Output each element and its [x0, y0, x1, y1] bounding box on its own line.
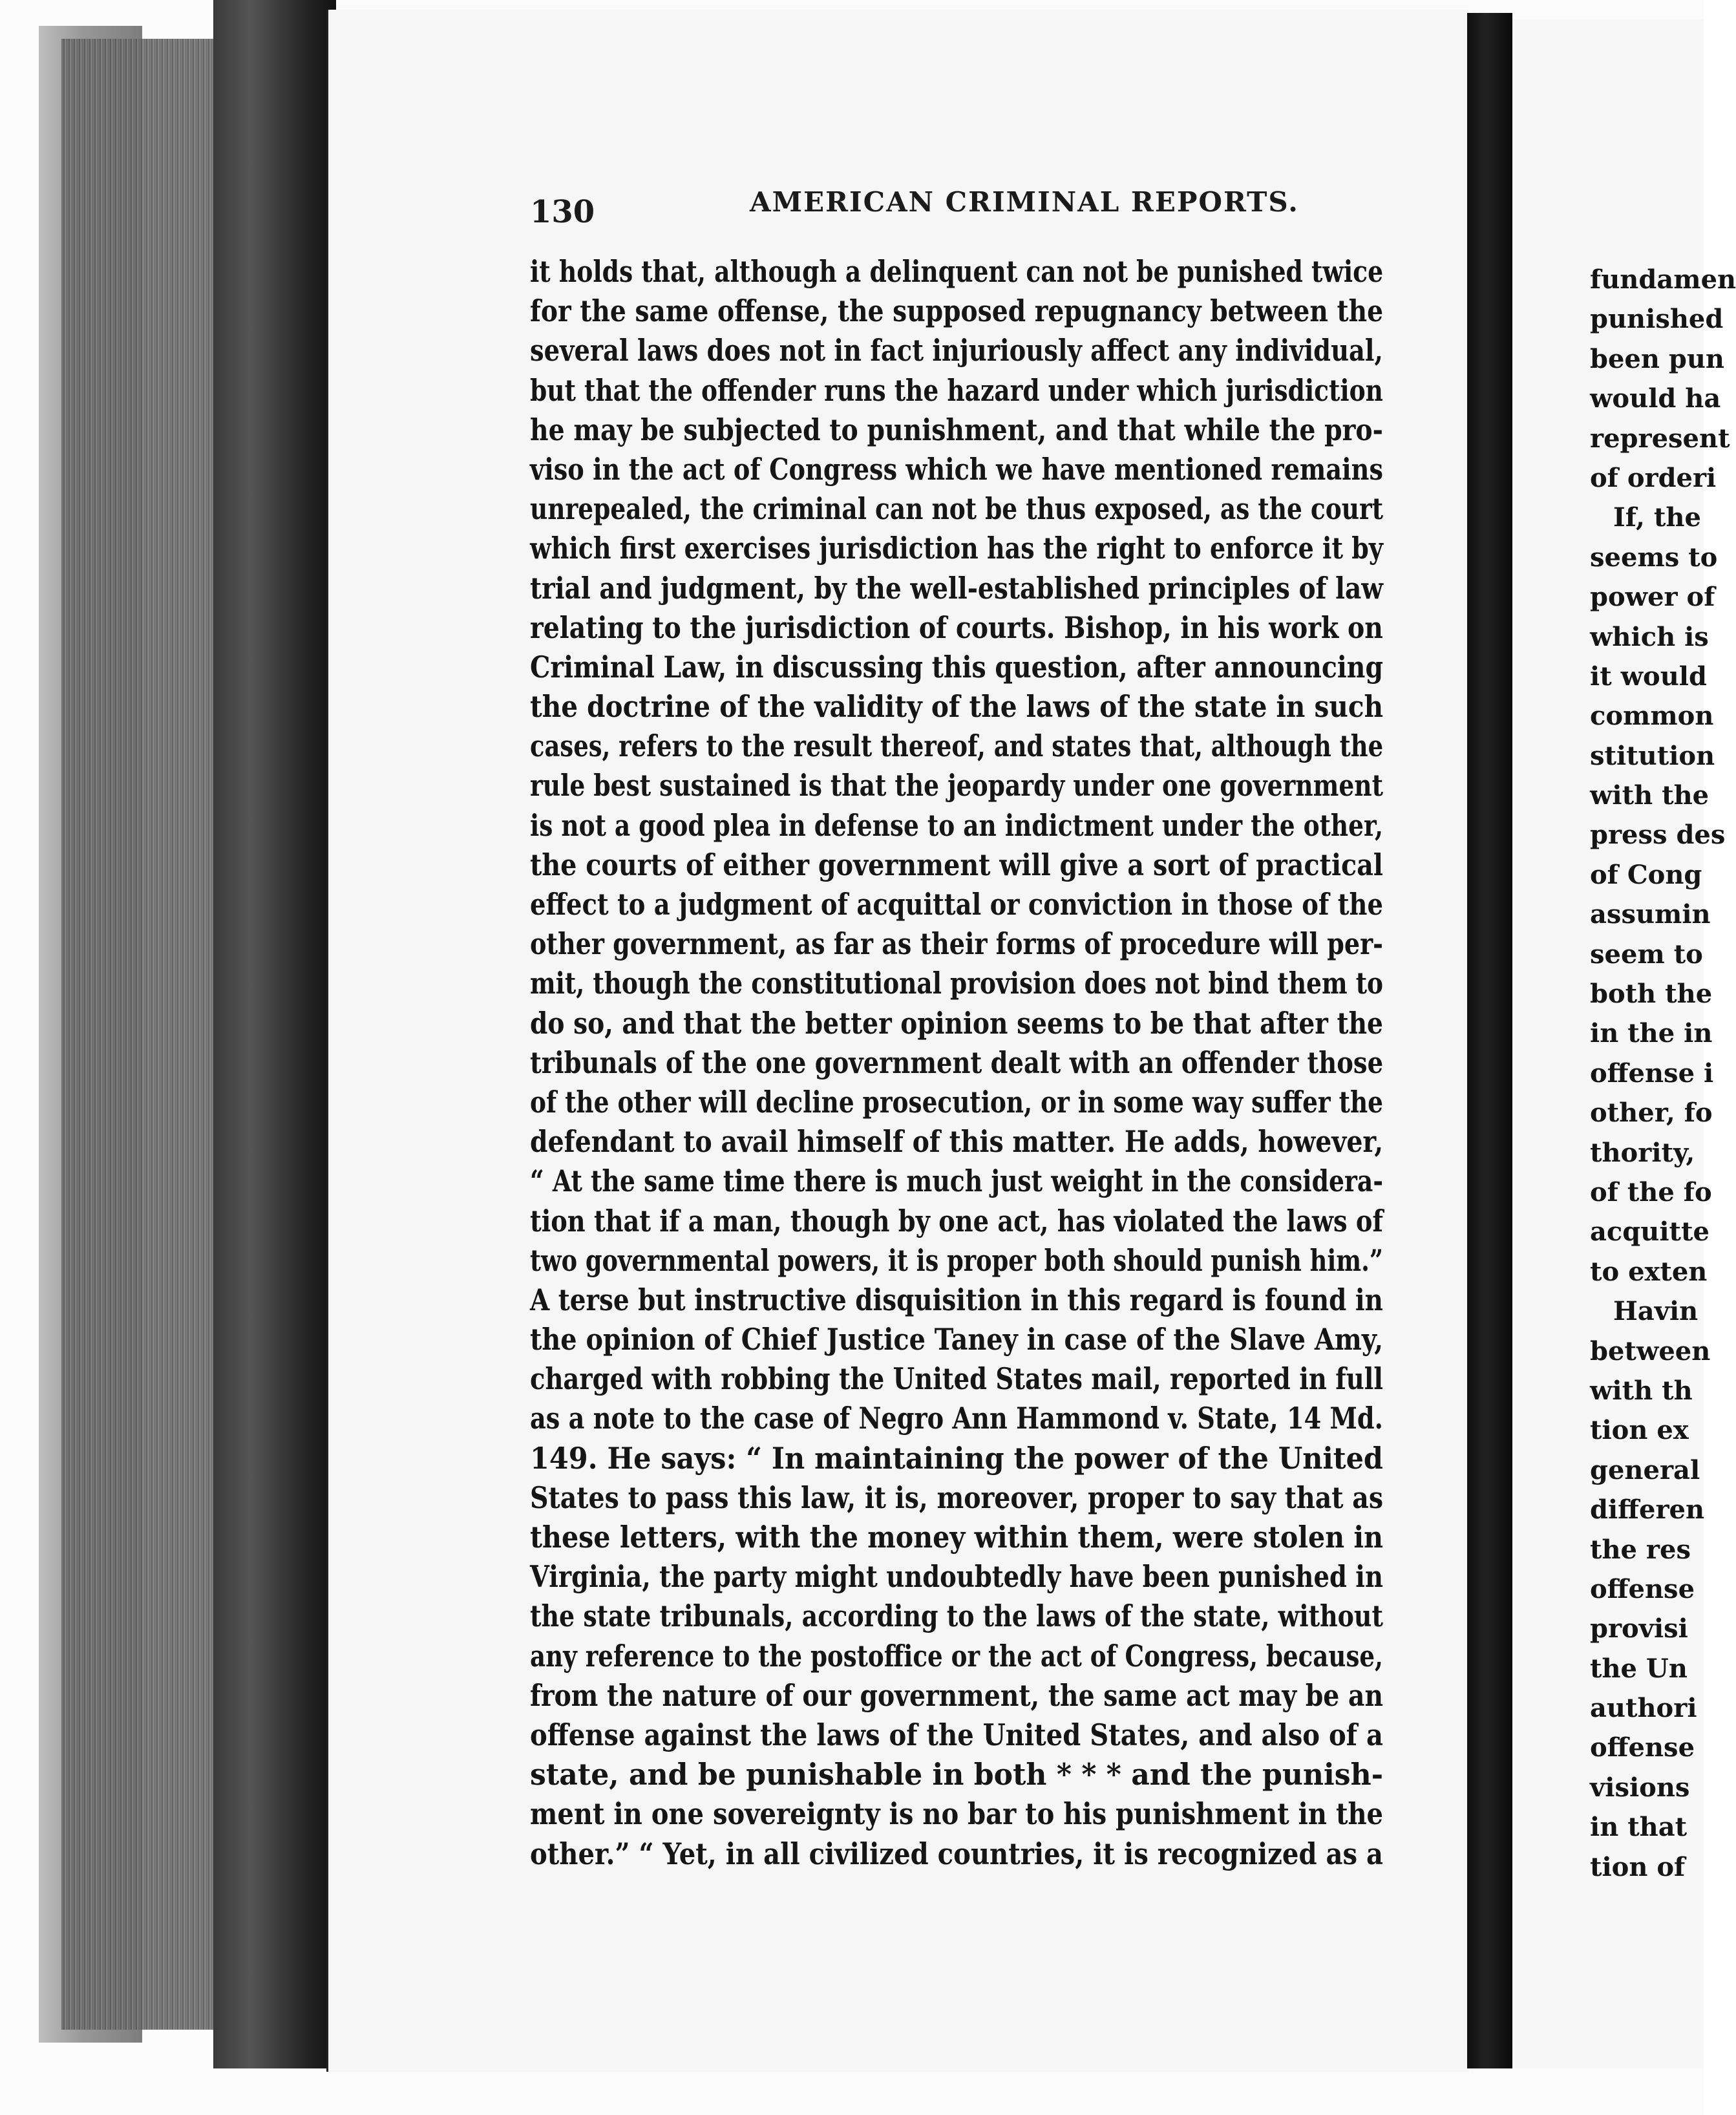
- right-page-line: which is: [1590, 621, 1709, 652]
- text-line: [530, 1043, 1383, 1083]
- text-line-content: other.” “ Yet, in all civilized countries, it is recognized as a: [530, 1836, 1384, 1871]
- right-page-line: fundamen: [1590, 264, 1736, 295]
- text-line-content: is not a good plea in defense to an indictment under the other,: [530, 807, 1384, 843]
- text-line-content: the opinion of Chief Justice Taney in case of the Slave Amy,: [530, 1322, 1384, 1357]
- right-page-line: assumin: [1590, 899, 1711, 930]
- text-line-content: tion that if a man, though by one act, has violated the laws of: [530, 1203, 1383, 1238]
- text-line-content: A terse but instructive disquisition in this regard is found in: [530, 1282, 1383, 1317]
- text-line: [530, 1834, 1383, 1874]
- text-line-content: these letters, with the money within them, were stolen in: [530, 1520, 1384, 1555]
- body-text: [530, 252, 1383, 1874]
- text-line-content: ment in one sovereignty is no bar to his punishment in the: [530, 1796, 1384, 1832]
- right-page-line: to exten: [1590, 1256, 1708, 1287]
- right-page-line: it would: [1590, 661, 1707, 692]
- text-line: [530, 252, 1383, 292]
- text-line: [530, 1676, 1383, 1716]
- text-line: [530, 1716, 1383, 1755]
- text-line-content: two governmental powers, it is proper both should punish him.”: [530, 1242, 1384, 1278]
- right-page-line: acquitte: [1590, 1217, 1710, 1248]
- text-line: [530, 1557, 1383, 1597]
- right-page-line: tion of: [1590, 1851, 1686, 1882]
- right-page-line: offense: [1590, 1573, 1695, 1604]
- text-line: [530, 924, 1383, 964]
- text-line: [530, 1359, 1383, 1399]
- text-line-content: the doctrine of the validity of the laws of the state in such: [530, 689, 1384, 725]
- text-line-content: Criminal Law, in discussing this question, after announcing: [530, 649, 1383, 685]
- right-page-line: been pun: [1590, 343, 1725, 374]
- text-line-content: States to pass this law, it is, moreover, proper to say that as: [530, 1480, 1384, 1515]
- right-page-line: seems to: [1590, 542, 1718, 573]
- text-line-content: cases, refers to the result thereof, and states that, although the: [530, 728, 1384, 764]
- text-line-content: any reference to the postoffice or the act of Congress, because,: [530, 1638, 1384, 1674]
- text-line: [530, 1004, 1383, 1043]
- text-line-content: viso in the act of Congress which we have mentioned remains: [530, 451, 1384, 487]
- text-line-content: it holds that, although a delinquent can not be punished twice: [530, 254, 1384, 289]
- text-line-content: for the same offense, the supposed repugnancy between the: [530, 293, 1384, 329]
- right-page-line: with th: [1590, 1375, 1693, 1406]
- right-page-line: between: [1590, 1335, 1711, 1366]
- text-line: [530, 1320, 1383, 1359]
- text-line: [530, 331, 1383, 370]
- right-page-line: the Un: [1590, 1653, 1688, 1684]
- text-line: [530, 1439, 1383, 1478]
- text-line-content: offense against the laws of the United States, and also of a: [530, 1717, 1384, 1752]
- right-page-line: common: [1590, 701, 1714, 732]
- text-line: [530, 608, 1383, 648]
- right-page-line: offense i: [1590, 1058, 1714, 1089]
- text-line: [530, 727, 1383, 766]
- text-line: [530, 1794, 1383, 1834]
- right-page-line: the res: [1590, 1534, 1691, 1565]
- text-line-content: but that the offender runs the hazard under which jurisdiction: [530, 372, 1383, 408]
- right-page-line: stitution: [1590, 740, 1715, 771]
- text-line-content: mit, though the constitutional provision does not bind them to: [530, 966, 1384, 1001]
- text-line-content: as a note to the case of Negro Ann Hammond v. State, 14 Md.: [530, 1401, 1383, 1436]
- text-line: [530, 806, 1383, 845]
- right-page-line: with the: [1590, 780, 1710, 811]
- book-edge-shadow: [213, 0, 336, 2068]
- right-page-line: visions: [1590, 1772, 1690, 1803]
- text-line-content: “ At the same time there is much just weight in the considera-: [530, 1164, 1384, 1199]
- text-line-content: trial and judgment, by the well-established principles of law: [530, 570, 1383, 606]
- text-line-content: other government, as far as their forms of procedure will per-: [530, 926, 1383, 962]
- text-line-content: from the nature of our government, the same act may be an: [530, 1677, 1384, 1713]
- text-line: [530, 1478, 1383, 1518]
- text-line: [530, 450, 1383, 489]
- text-line: [530, 766, 1383, 805]
- text-line: [530, 371, 1383, 410]
- text-line: [530, 489, 1383, 529]
- text-line: [530, 845, 1383, 885]
- right-page-line: would ha: [1590, 383, 1721, 414]
- text-line-content: unrepealed, the criminal can not be thus exposed, as the court: [530, 491, 1384, 527]
- text-line: [530, 1518, 1383, 1557]
- text-line-content: the state tribunals, according to the laws of the state, without: [530, 1599, 1383, 1634]
- right-page-line: thority,: [1590, 1137, 1695, 1168]
- right-page-line: represent: [1590, 423, 1730, 454]
- text-line: [530, 410, 1383, 450]
- right-page-line: power of: [1590, 582, 1715, 613]
- text-line-content: effect to a judgment of acquittal or conviction in those of the: [530, 887, 1383, 922]
- text-line: [530, 1162, 1383, 1201]
- text-line: [530, 1637, 1383, 1676]
- right-page-line: Havin: [1613, 1296, 1699, 1327]
- right-page-line: If, the: [1613, 502, 1701, 533]
- text-line: [530, 1202, 1383, 1241]
- text-line: [530, 1122, 1383, 1162]
- text-line-content: do so, and that the better opinion seems to be that after the: [530, 1005, 1383, 1041]
- page-number: 130: [530, 194, 595, 230]
- right-page-line: press des: [1590, 820, 1726, 851]
- right-page-line: both the: [1590, 979, 1713, 1010]
- right-page-line: general: [1590, 1454, 1700, 1485]
- text-line-content: state, and be punishable in both * * * and the punish-: [530, 1757, 1384, 1792]
- text-line: [530, 885, 1383, 924]
- text-line: [530, 1399, 1383, 1438]
- text-line-content: which first exercises jurisdiction has the right to enforce it by: [530, 531, 1383, 566]
- right-page-line: of the fo: [1590, 1176, 1712, 1207]
- text-line-content: charged with robbing the United States mail, reported in full: [530, 1361, 1384, 1397]
- text-line-content: defendant to avail himself of this matter. He adds, however,: [530, 1124, 1384, 1160]
- right-page-line: in the in: [1590, 1018, 1713, 1049]
- text-line: [530, 1755, 1383, 1794]
- text-line-content: Virginia, the party might undoubtedly have been punished in: [530, 1559, 1383, 1595]
- text-line: [530, 529, 1383, 568]
- text-line: [530, 964, 1383, 1003]
- right-page-line: provisi: [1590, 1613, 1688, 1644]
- right-page-line: authori: [1590, 1693, 1697, 1724]
- right-page-line: differen: [1590, 1494, 1705, 1525]
- right-page-line: other, fo: [1590, 1098, 1713, 1129]
- right-page-line: of Cong: [1590, 859, 1702, 890]
- text-line-content: tribunals of the one government dealt with an offender those: [530, 1045, 1384, 1080]
- right-page-line: offense: [1590, 1732, 1695, 1763]
- right-page-line: in that: [1590, 1812, 1688, 1843]
- text-line: [530, 687, 1383, 727]
- right-page-line: tion ex: [1590, 1415, 1689, 1446]
- text-line-content: rule best sustained is that the jeopardy under one government: [530, 768, 1383, 803]
- text-line-content: he may be subjected to punishment, and that while the pro-: [530, 412, 1384, 447]
- text-line: [530, 292, 1383, 331]
- right-page-text: [1590, 260, 1736, 1887]
- right-page-line: punished: [1590, 304, 1724, 335]
- text-line: [530, 648, 1383, 687]
- text-line-content: several laws does not in fact injuriously affect any individual,: [530, 333, 1383, 368]
- text-line: [530, 1241, 1383, 1281]
- running-head: AMERICAN CRIMINAL REPORTS.: [750, 186, 1299, 218]
- text-line-content: of the other will decline prosecution, or in some way suffer the: [530, 1084, 1383, 1120]
- text-line-content: 149. He says: “ In maintaining the power of the United: [530, 1440, 1383, 1476]
- text-line: [530, 1597, 1383, 1636]
- text-line: [530, 1083, 1383, 1122]
- right-page-line: seem to: [1590, 939, 1703, 970]
- book-gutter: [1467, 13, 1512, 2068]
- text-line: [530, 569, 1383, 608]
- text-line: [530, 1281, 1383, 1320]
- right-page-line: of orderi: [1590, 462, 1717, 493]
- text-line-content: relating to the jurisdiction of courts. Bishop, in his work on: [530, 610, 1383, 645]
- text-line-content: the courts of either government will give a sort of practical: [530, 847, 1383, 882]
